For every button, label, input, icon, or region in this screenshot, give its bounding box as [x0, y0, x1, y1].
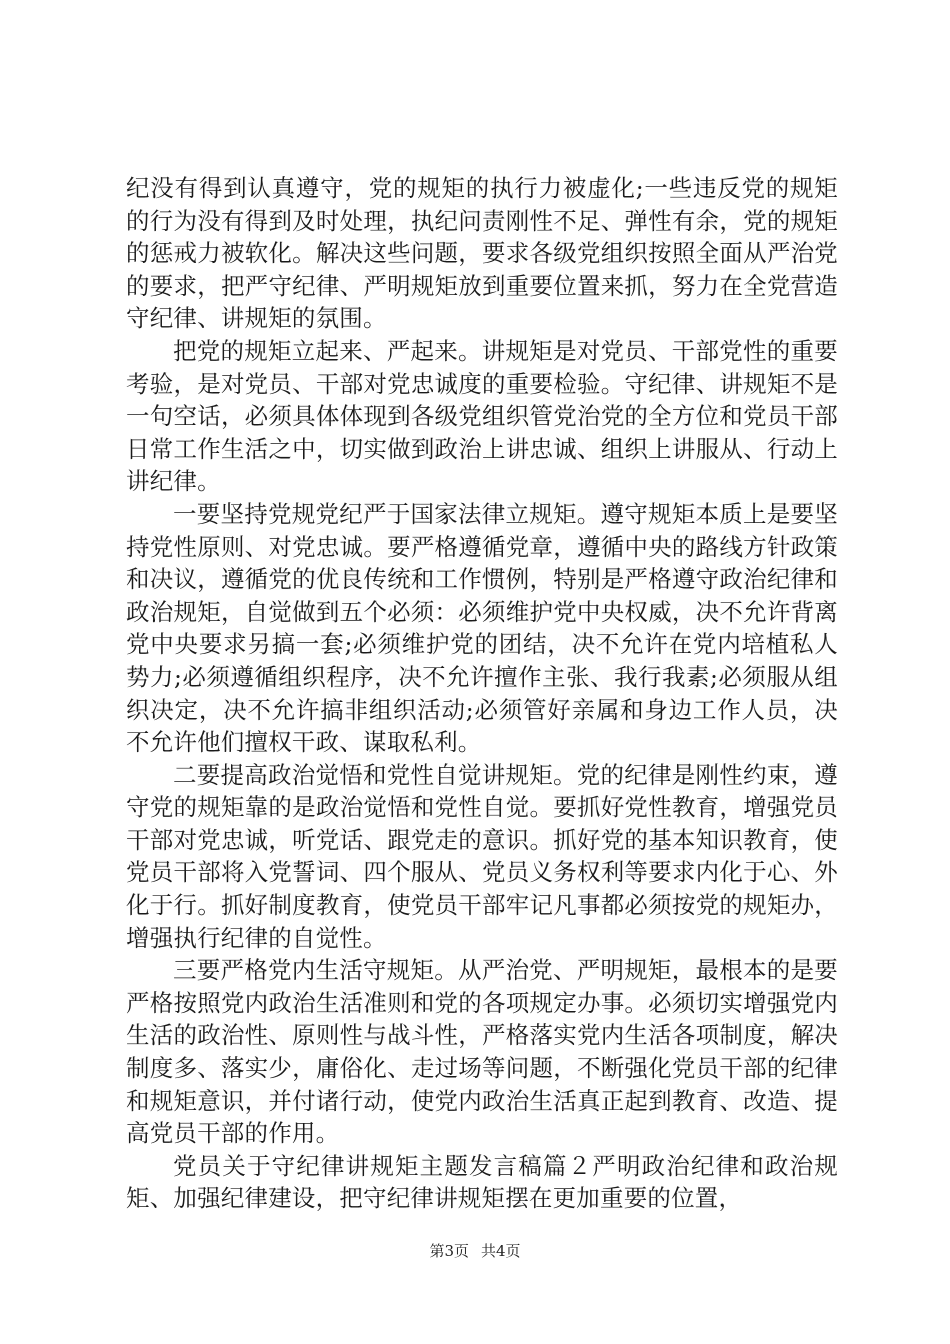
paragraph-4: 二要提高政治觉悟和党性自觉讲规矩。党的纪律是刚性约束，遵守党的规矩靠的是政治觉悟和党性自觉。要抓好党性教育，增强党员干部对党忠诚，听党话、跟党走的意识。抓好党的基本知识教育，使党员干部将入党誓词、四个服从、党员义务权利等要求内化于心、外化于行。抓好制度教育，使党员干部牢记凡事都必须按党的规矩办，增强执行纪律的自觉性。 — [126, 760, 838, 952]
paragraph-6: 党员关于守纪律讲规矩主题发言稿篇２严明政治纪律和政治规矩、加强纪律建设，把守纪律讲规矩摆在更加重要的位置， — [126, 1151, 838, 1213]
page-footer — [0, 1241, 950, 1261]
page-number: 第3页 — [429, 1242, 469, 1260]
paragraph-5: 三要严格党内生活守规矩。从严治党、严明规矩，最根本的是要严格按照党内政治生活准则和党的各项规定办事。必须切实增强党内生活的政治性、原则性与战斗性，严格落实党内生活各项制度，解决制度多、落实少，庸俗化、走过场等问题，不断强化党员干部的纪律和规矩意识，并付诸行动，使党内政治生活真正起到教育、改造、提高党员干部的作用。 — [126, 956, 838, 1148]
document-body — [126, 172, 838, 1215]
paragraph-3: 一要坚持党规党纪严于国家法律立规矩。遵守规矩本质上是要坚持党性原则、对党忠诚。要严格遵循党章，遵循中央的路线方针政策和决议，遵循党的优良传统和工作惯例，特别是严格遵守政治纪律和政治规矩，自觉做到五个必须：必须维护党中央权威，决不允许背离党中央要求另搞一套;必须维护党的团结，决不允许在党内培植私人势力;必须遵循组织程序，决不允许擅作主张、我行我素;必须服从组织决定，决不允许搞非组织活动;必须管好亲属和身边工作人员，决不允许他们擅权干政、谋取私利。 — [126, 499, 838, 757]
paragraph-2: 把党的规矩立起来、严起来。讲规矩是对党员、干部党性的重要考验，是对党员、干部对党忠诚度的重要检验。守纪律、讲规矩不是一句空话，必须具体体现到各级党组织管党治党的全方位和党员干部日常工作生活之中，切实做到政治上讲忠诚、组织上讲服从、行动上讲纪律。 — [126, 336, 838, 496]
page-total: 共4页 — [481, 1242, 521, 1260]
paragraph-1: 纪没有得到认真遵守，党的规矩的执行力被虚化;一些违反党的规矩的行为没有得到及时处理，执纪问责刚性不足、弹性有余，党的规矩的惩戒力被软化。解决这些问题，要求各级党组织按照全面从严治党的要求，把严守纪律、严明规矩放到重要位置来抓，努力在全党营造守纪律、讲规矩的氛围。 — [126, 174, 838, 333]
